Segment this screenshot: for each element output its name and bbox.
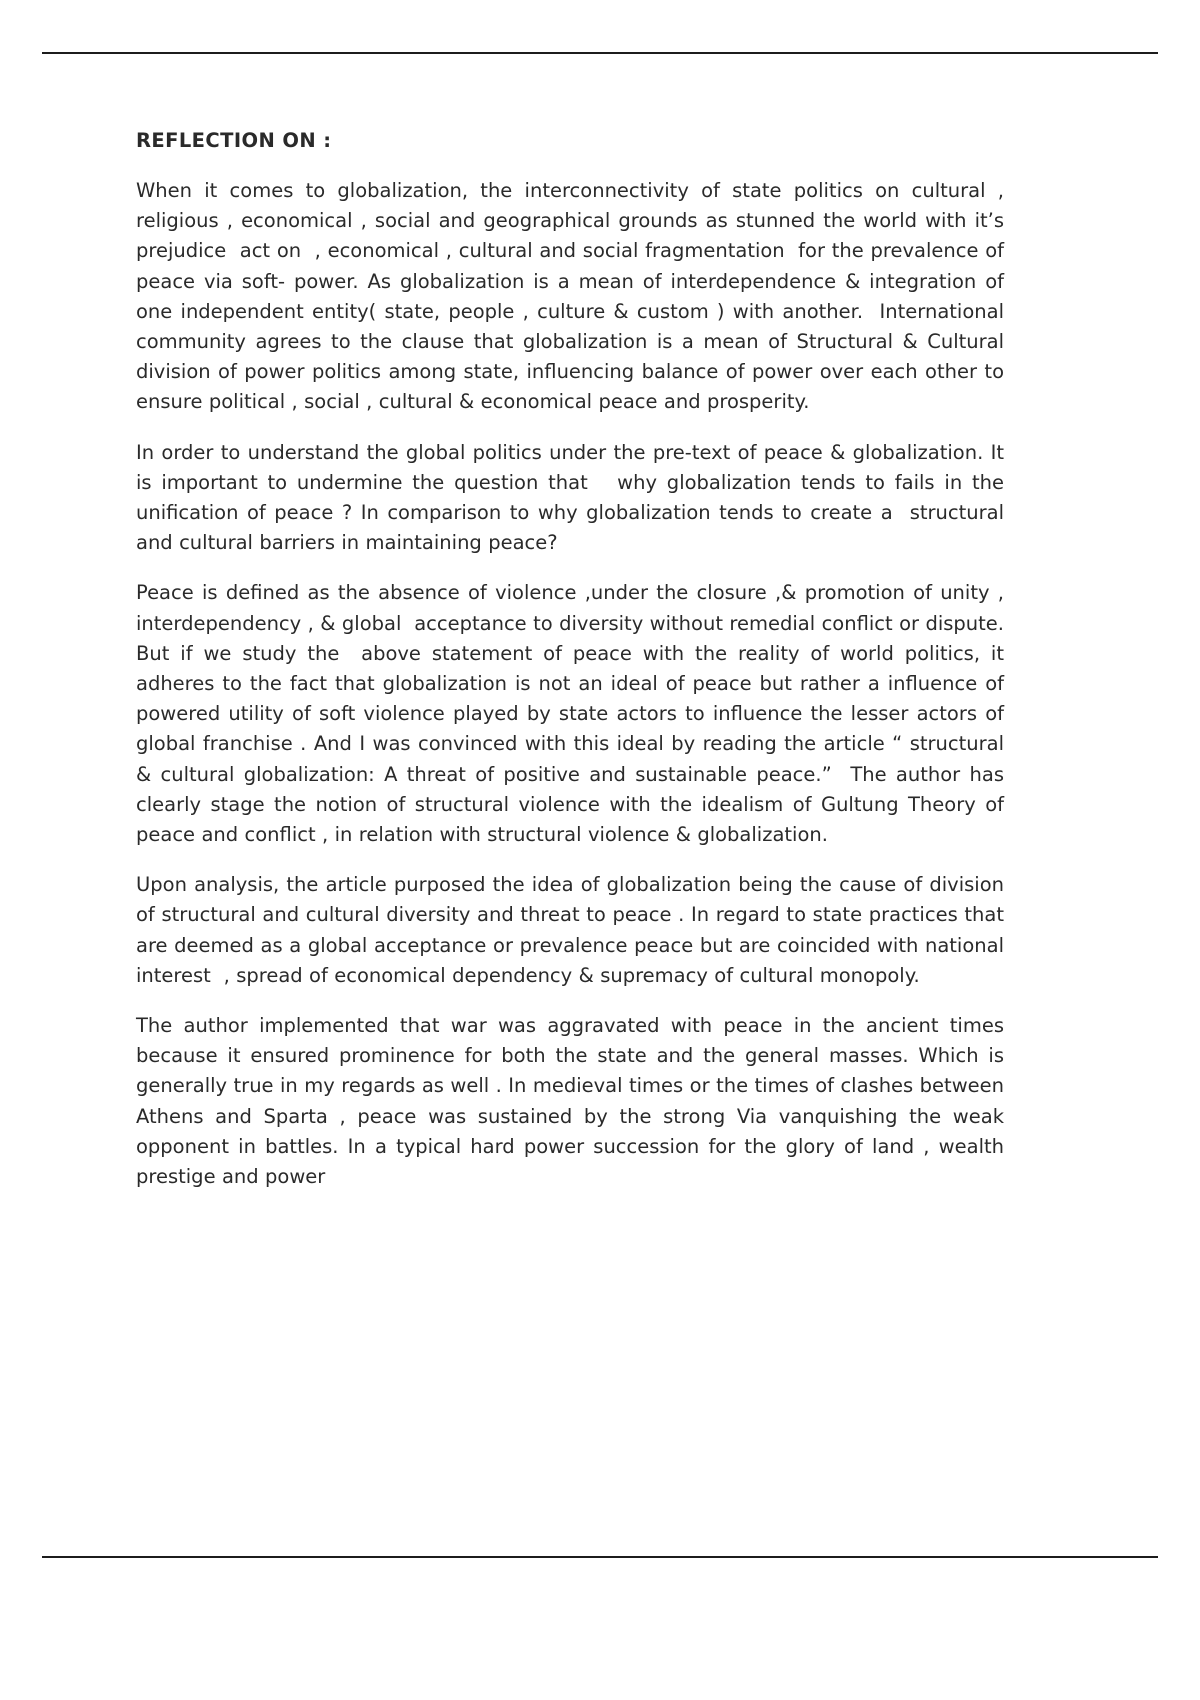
paragraph-2: In order to understand the global politics under the pre-text of peace & globalization. It is important to undermine the question that why globalization tends to fails in the unification of peace ? In comparison to why globalization tends to create a structural and cultural barriers in maintaining peace?: [136, 440, 1011, 555]
paragraph-1: When it comes to globalization, the interconnectivity of state politics on cultural , religious , economical , social and geographical grounds as stunned the world with it’s prejudice act on , economical , cultural and social fragmentation for the prevalence of peace via soft- power. As globalization is a mean of interdependence & integration of one independent entity( state, people , culture & custom ) with another. International community agrees to the clause that globalization is a mean of Structural & Cultural division of power politics among state, influencing balance of power over each other to ensure political , social , cultural & economical peace and prosperity.: [136, 179, 1017, 414]
document-body: [136, 126, 1017, 1192]
header-divider: [42, 52, 1158, 54]
footer-divider: [42, 1556, 1158, 1558]
paragraph-4: Upon analysis, the article purposed the idea of globalization being the cause of division of structural and cultural diversity and threat to peace . In regard to state practices that are deemed as a global acceptance or prevalence peace but are coincided with national interest , spread of economical dependency & supremacy of cultural monopoly.: [136, 873, 1011, 987]
paragraph-5: The author implemented that war was aggravated with peace in the ancient times because it ensured prominence for both the state and the general masses. Which is generally true in my regards as well . In medieval times or the times of clashes between Athens and Sparta , peace was sustained by the strong Via vanquishing the weak opponent in battles. In a typical hard power succession for the glory of land , wealth prestige and power: [136, 1014, 1011, 1189]
paragraph-3: Peace is defined as the absence of violence ,under the closure ,& promotion of unity , interdependency , & global acceptance to diversity without remedial conflict or dispute. But if we study the above statement of peace with the reality of world politics, it adheres to the fact that globalization is not an ideal of peace but rather a influence of powered utility of soft violence played by state actors to influence the lesser actors of global franchise . And I was convinced with this ideal by reading the article “ structural & cultural globalization: A threat of positive and sustainable peace.” The author has clearly stage the notion of structural violence with the idealism of Gultung Theory of peace and conflict , in relation with structural violence & globalization.: [136, 581, 1017, 847]
page-title: REFLECTION ON :: [136, 129, 332, 152]
